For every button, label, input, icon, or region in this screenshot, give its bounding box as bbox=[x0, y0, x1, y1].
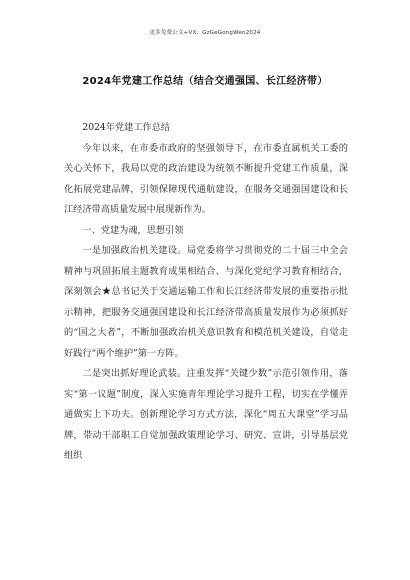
document-subtitle: 2024年党建工作总结 bbox=[82, 122, 171, 133]
section-heading: 一、党建为魂，思想引领 bbox=[82, 224, 184, 236]
paragraph-political-building: 一是加强政治机关建设。局党委将学习贯彻党的二十届三中全会精神与巩固拓展主题教育成果相结合、与深化党纪学习教育相结合，深刻领会★总书记关于交通运输工作和长江经济带发展的重要指示批示精神，把服务交通强国建设和长江经济带高质量发展作为必须抓好的“国之大者”，不断加强政治机关意识教育和模范机关建设，自觉走好践行“两个维护”第一方阵。 bbox=[64, 245, 348, 359]
header-note: 更多免费公文+VX：GzGeGongWen2024 bbox=[149, 30, 261, 36]
document-title: 2024年党建工作总结（结合交通强国、长江经济带） bbox=[82, 76, 328, 87]
paragraph-intro: 今年以来，在市委市政府的坚强领导下，在市委直属机关工委的关心关怀下，我局以党的政治建设为统领不断提升党建工作质量，深化拓展党建品牌，引领保障现代通航建设，在服务交通强国建设和长江经济带高质量发展中展现新作为。 bbox=[64, 142, 348, 215]
paragraph-theory-study: 二是突出抓好理论武装。注重发挥“关键少数”示范引领作用，落实“第一议题”制度，深入实施青年理论学习提升工程，切实在学懂弄通做实上下功夫。创新理论学习方式方法，深化“周五大课堂”学习品牌，带动干部职工自觉加强政策理论学习、研究、宣讲，引导基层党组织 bbox=[64, 368, 348, 461]
document-body bbox=[64, 118, 348, 467]
